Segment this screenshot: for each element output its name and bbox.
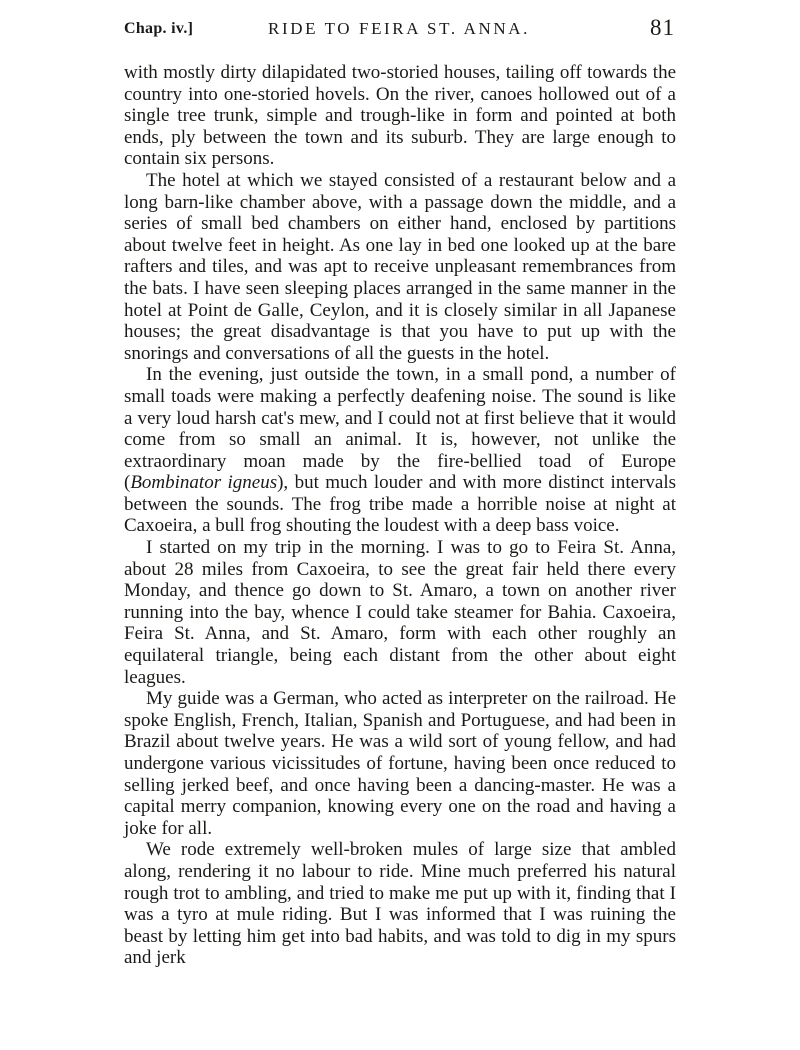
paragraph-guide: My guide was a German, who acted as interpreter on the railroad. He spoke English, French, Italian, Spanish and Portuguese, and had been in Brazil about twelve years. He was a wild sort of young fellow, and had undergone various vicissitudes of fortune, having been once reduced to selling jerked beef, and once having been a dancing-master. He was a capital merry companion, knowing every one on the road and having a joke for all. — [124, 688, 676, 839]
page-number: 81 — [650, 15, 675, 40]
paragraph-hotel: The hotel at which we stayed consisted of a restaurant below and a long barn-like chamber above, with a passage down the middle, and a series of small bed chambers on either hand, enclosed by partitions about twelve feet in height. As one lay in bed one looked up at the bare rafters and tiles, and was apt to receive unpleasant remembrances from the bats. I have seen sleeping places arranged in the same manner in the hotel at Point de Galle, Ceylon, and it is closely similar in all Japanese houses; the great disadvantage is that you have to put up with the snorings and conversations of all the guests in the hotel. — [124, 169, 676, 364]
paragraph-toads-text-before: In the evening, just outside the town, in a small pond, a number of small toads were making a perfectly deafening noise. The sound is like a very loud harsh cat's mew, and I could not at first believe that it would come from so small an animal. It is, however, not unlike the extraordinary moan made by the fire-bellied toad of Europe ( — [124, 364, 676, 494]
running-header — [0, 14, 800, 46]
paragraph-toads-text-after: ), but much louder and with more distinct intervals between the sounds. The frog tribe made a horrible noise at night at Caxoeira, a bull frog shouting the loudest with a deep bass voice. — [124, 472, 676, 537]
body-text — [124, 62, 676, 969]
paragraph-mules: We rode extremely well-broken mules of large size that ambled along, rendering it no labour to ride. Mine much preferred his natural rough trot to ambling, and tried to make me put up with it, finding that I was a tyro at mule riding. But I was informed that I was ruining the beast by letting him get into bad habits, and was told to dig in my spurs and jerk — [124, 839, 676, 969]
running-title: RIDE TO FEIRA ST. ANNA. — [268, 19, 530, 38]
chapter-reference: Chap. iv.] — [124, 20, 194, 37]
paragraph-trip: I started on my trip in the morning. I was to go to Feira St. Anna, about 28 miles from Caxoeira, to see the great fair held there every Monday, and thence go down to St. Amaro, a town on another river running into the bay, whence I could take steamer for Bahia. Caxoeira, Feira St. Anna, and St. Amaro, form with each other roughly an equilateral triangle, being each distant from the other about eight leagues. — [124, 537, 676, 688]
species-name-italic: Bombinator igneus — [130, 472, 278, 494]
paragraph-continued: with mostly dirty dilapidated two-storied houses, tailing off towards the country into one-storied hovels. On the river, canoes hollowed out of a single tree trunk, simple and trough-like in form and pointed at both ends, ply between the town and its suburb. They are large enough to contain six persons. — [124, 62, 676, 170]
paragraph-toads — [124, 364, 676, 537]
